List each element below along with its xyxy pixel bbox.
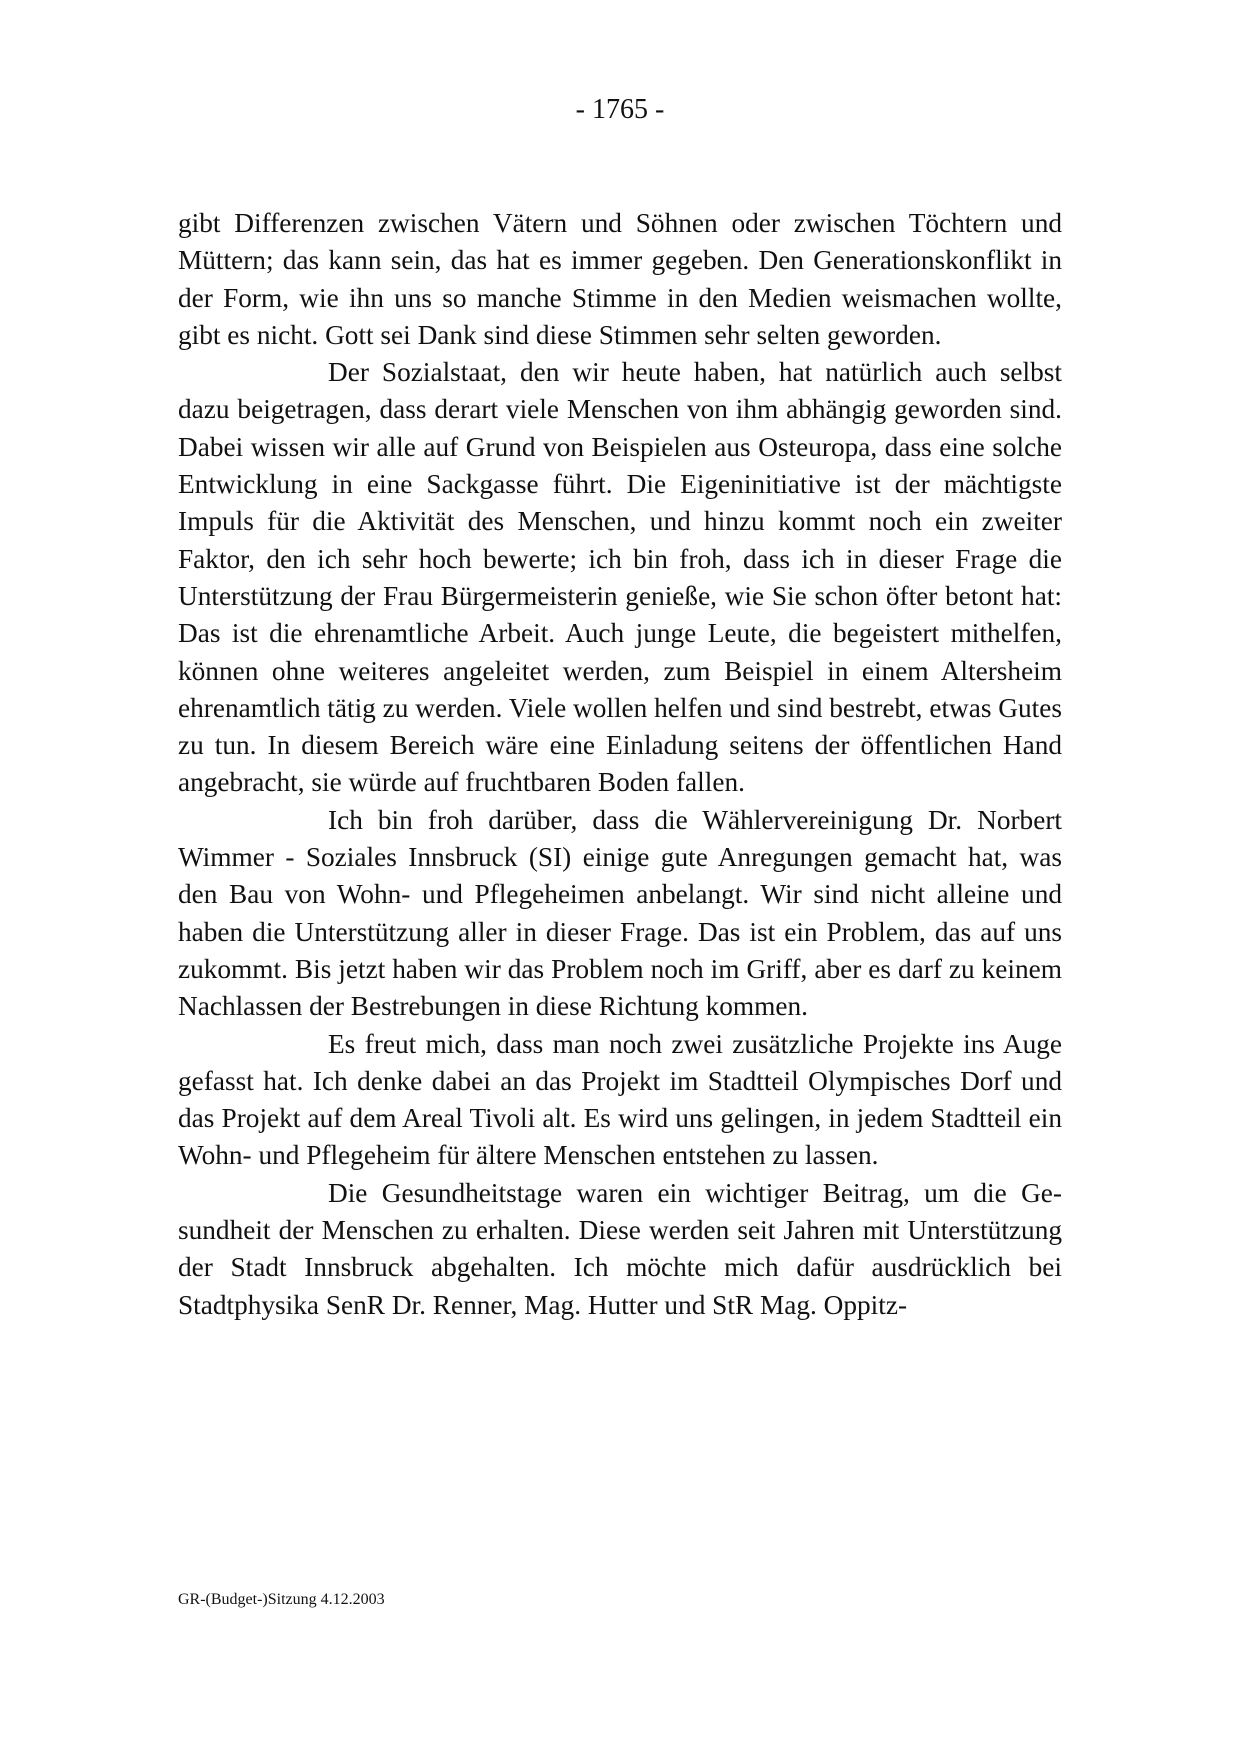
paragraph-4: Es freut mich, dass man noch zwei zusätzliche Projekte ins Auge gefasst hat. Ich denke dabei an das Projekt im Stadtteil Olympisches Dorf und das Projekt auf dem Areal Tivoli alt. Es wird uns gelingen, in jedem Stadtteil ein Wohn- und Pflegeheim für ältere Menschen entstehen zu lassen. [178, 1028, 1062, 1171]
paragraph-2: Der Sozialstaat, den wir heute haben, hat natürlich auch selbst dazu beigetragen, dass derart viele Menschen von ihm abhängig geworden sind. Dabei wissen wir alle auf Grund von Beispielen aus Osteuropa, dass eine solche Entwicklung in eine Sackgasse führt. Die Eigeninitiative ist der mächtigste Impuls für die Aktivität des Menschen, und hinzu kommt noch ein zweiter Faktor, den ich sehr hoch bewerte; ich bin froh, dass ich in dieser Frage die Unterstützung der Frau Bürgermeisterin genieße, wie Sie schon öfter betont hat: Das ist die ehrenamtliche Arbeit. Auch junge Leute, die begeistert mithelfen, können ohne weiteres angeleitet werden, zum Beispiel in einem Altersheim ehrenamtlich tätig zu werden. Viele wollen helfen und sind bestrebt, etwas Gutes zu tun. In diesem Bereich wäre eine Einladung seitens der öffentlichen Hand angebracht, sie würde auf fruchtbaren Boden fallen. [178, 357, 1062, 798]
paragraph-1: gibt Differenzen zwischen Vätern und Söhnen oder zwischen Töchtern und Müttern; das kann sein, das hat es immer gegeben. Den Generationskonflikt in der Form, wie ihn uns so manche Stimme in den Medien weismachen wollte, gibt es nicht. Gott sei Dank sind diese Stimmen sehr selten geworden. [178, 208, 1062, 350]
paragraph-5: Die Gesundheitstage waren ein wichtiger Beitrag, um die Gesundheit der Menschen zu erhalten. Diese werden seit Jahren mit Unterstützung der Stadt Innsbruck abgehalten. Ich möchte mich dafür ausdrücklich bei Stadtphysika SenR Dr. Renner, Mag. Hutter und StR Mag. Oppitz- [178, 1177, 1062, 1320]
page-number: - 1765 - [575, 94, 665, 125]
paragraph-3: Ich bin froh darüber, dass die Wählervereinigung Dr. Norbert Wimmer - Soziales Innsbruck (SI) einige gute Anregungen gemacht hat, was den Bau von Wohn- und Pflegeheimen anbelangt. Wir sind nicht alleine und haben die Unterstützung aller in dieser Frage. Das ist ein Problem, das auf uns zukommt. Bis jetzt haben wir das Problem noch im Griff, aber es darf zu keinem Nachlassen der Bestrebungen in diese Richtung kommen. [178, 804, 1062, 1022]
footer-session-info: GR-(Budget-)Sitzung 4.12.2003 [178, 1591, 385, 1608]
body-text [178, 205, 1062, 1324]
